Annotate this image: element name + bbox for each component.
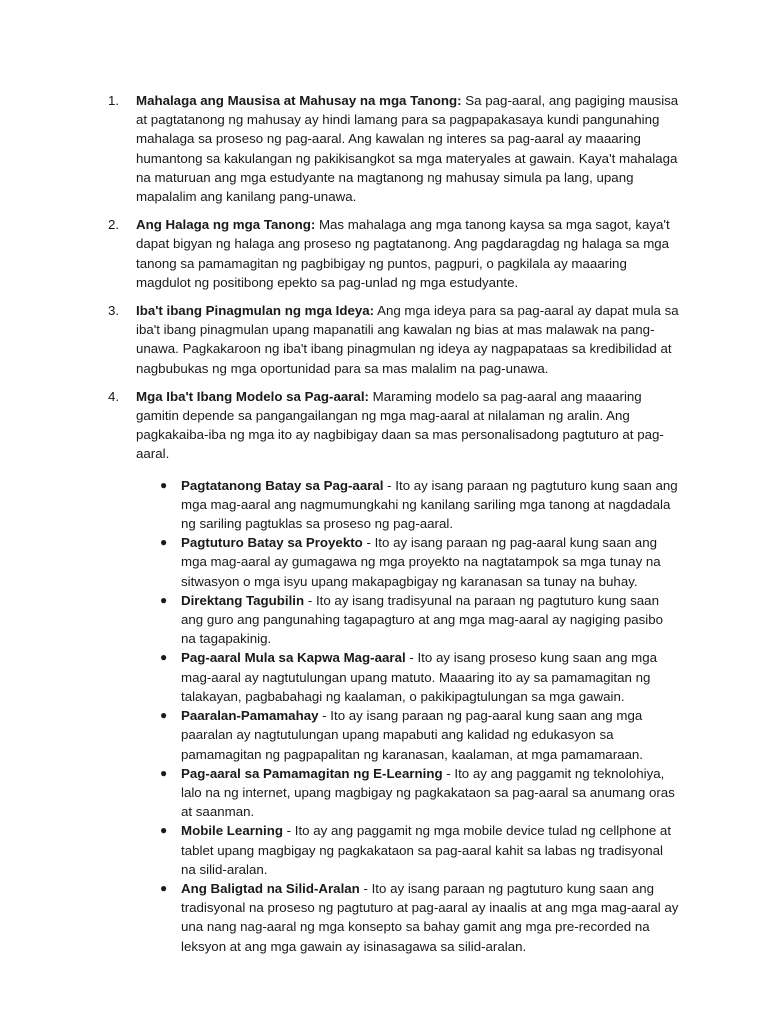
item-term: Mga Iba't Ibang Modelo sa Pag-aaral: bbox=[136, 388, 369, 404]
item-term: Mahalaga ang Mausisa at Mahusay na mga Tanong: bbox=[136, 93, 462, 108]
item-text: Mas mahalaga ang mga tanong kaysa sa mga sagot, kaya't dapat bigyan ng halaga ang proseso ng pagtatanong. Ang pagdaragdag ng halaga sa mga tanong sa pamamagitan ng pagbibigay ng puntos, pagpuri, o pagkilala ay maaaring magdulot ng positibong epekto sa pag-unlad ng mga estudyante. bbox=[136, 217, 670, 290]
bullet-text: - Ito ay isang paraan ng pagtuturo kung saan ang tradisyonal na proseso ng pagtuturo at pag-aaral ay inaalis at ang mga mag-aaral ay una nang nag-aaral ng mga konsepto sa bahay gamit ang mga pre-recorded na leksyon at ang mga gawain ay isinasagawa sa silid-aralan. bbox=[181, 880, 679, 954]
item-text: Sa pag-aaral, ang pagiging mausisa at pagtatanong ng mahusay ay hindi lamang para sa pagpapakasaya kundi pangunahing mahalaga sa proseso ng pag-aaral. Ang kawalan ng interes sa pag-aaral ay maaaring humantong sa kakulangan ng pakikisangkot sa mga materyales at gawain. Kaya't mahalaga na maturuan ang mga estudyante na magtanong ng mahusay simula pa lang, upang mapalalim ang kanilang pang-unawa. bbox=[136, 93, 679, 205]
bullet-icon: ● bbox=[160, 650, 168, 665]
bullet-term: Pag-aaral Mula sa Kapwa Mag-aaral bbox=[181, 650, 406, 666]
bullet-icon: ● bbox=[160, 708, 168, 723]
item-number: 3. bbox=[108, 303, 120, 319]
numbered-list bbox=[108, 91, 680, 956]
item-term: Ang Halaga ng mga Tanong: bbox=[136, 217, 316, 233]
bullet-term: Pag-aaral sa Pamamagitan ng E-Learning bbox=[181, 765, 443, 781]
item-number: 4. bbox=[108, 388, 120, 404]
bullet-icon: ● bbox=[160, 880, 168, 895]
bullet-term: Pagtuturo Batay sa Proyekto bbox=[181, 535, 363, 551]
bullet-term: Paaralan-Pamamahay bbox=[181, 708, 319, 724]
list-item bbox=[108, 301, 680, 378]
bullet-text: - Ito ay isang paraan ng pag-aaral kung saan ang mga paaralan ay nagtutulungan upang mapabuti ang kalidad ng edukasyon sa pamamagitan ng pagpapalitan ng karanasan, kaalaman, at mga pamamaraan. bbox=[181, 708, 643, 762]
bullet-icon: ● bbox=[160, 823, 168, 838]
document-body bbox=[108, 91, 680, 965]
bullet-term: Ang Baligtad na Silid-Aralan bbox=[181, 880, 360, 896]
bullet-icon: ● bbox=[160, 592, 168, 607]
bullet-text: - Ito ay isang proseso kung saan ang mga mag-aaral ay nagtutulungan upang matuto. Maaaring ito ay sa pamamagitan ng talakayan, pagbabahagi ng kaalaman, o pakikipagtulungan sa mga gawain. bbox=[181, 650, 657, 704]
item-text: Ang mga ideya para sa pag-aaral ay dapat mula sa iba't ibang pinagmulan upang mapanatili ang kawalan ng bias at mas malawak na pang-unawa. Pagkakaroon ng iba't ibang pinagmulan ng ideya ay nagpapataas sa kredibilidad at nagbubukas ng mga oportunidad para sa mas malalim na pag-unawa. bbox=[136, 303, 679, 376]
bullet-list bbox=[136, 476, 680, 956]
item-term: Iba't ibang Pinagmulan ng mga Ideya: bbox=[136, 303, 375, 319]
list-item bbox=[108, 91, 680, 206]
bullet-text: - Ito ay isang paraan ng pag-aaral kung saan ang mga mag-aaral ay gumagawa ng mga proyekto na nagtatampok sa mga tunay na sitwasyon o mga isyu upang makapagbigay ng karanasan sa tunay na buhay. bbox=[181, 535, 661, 589]
item-number: 2. bbox=[108, 217, 120, 233]
item-text: Maraming modelo sa pag-aaral ang maaaring gamitin depende sa pangangailangan ng mga mag-aaral at nilalaman ng aralin. Ang pagkakaiba-iba ng mga ito ay nagbibigay daan sa mas personalisadong pagtuturo at pag-aaral. bbox=[136, 388, 664, 462]
bullet-term: Direktang Tagubilin bbox=[181, 592, 305, 608]
bullet-item bbox=[136, 764, 680, 822]
bullet-icon: ● bbox=[160, 765, 168, 780]
bullet-item bbox=[136, 879, 680, 956]
bullet-term: Pagtatanong Batay sa Pag-aaral bbox=[181, 477, 384, 493]
bullet-item bbox=[136, 706, 680, 764]
bullet-text: - Ito ay ang paggamit ng teknolohiya, lalo na ng internet, upang magbigay ng pagkakataon sa pag-aaral sa anumang oras at saanman. bbox=[181, 765, 675, 820]
bullet-item bbox=[136, 821, 680, 879]
bullet-icon: ● bbox=[160, 535, 168, 550]
list-item bbox=[108, 387, 680, 956]
bullet-text: - Ito ay ang paggamit ng mga mobile device tulad ng cellphone at tablet upang magbigay ng pagkakataon sa pag-aaral kahit sa labas ng tradisyonal na silid-aralan. bbox=[181, 823, 672, 877]
list-item bbox=[108, 215, 680, 292]
bullet-text: - Ito ay isang tradisyunal na paraan ng pagtuturo kung saan ang guro ang pangunahing tagapagturo at ang mga mag-aaral ay nagiging pasibo na tagapakinig. bbox=[181, 592, 664, 647]
bullet-item bbox=[136, 533, 680, 591]
bullet-item bbox=[136, 648, 680, 706]
bullet-term: Mobile Learning bbox=[181, 823, 283, 839]
bullet-text: - Ito ay isang paraan ng pagtuturo kung saan ang mga mag-aaral ang nagmumungkahi ng kanilang sariling mga tanong at nagdadala ng sariling pagtuklas sa proseso ng pag-aaral. bbox=[181, 477, 678, 532]
bullet-item bbox=[136, 591, 680, 649]
bullet-icon: ● bbox=[160, 477, 168, 492]
bullet-item bbox=[136, 476, 680, 534]
item-number: 1. bbox=[108, 93, 120, 108]
